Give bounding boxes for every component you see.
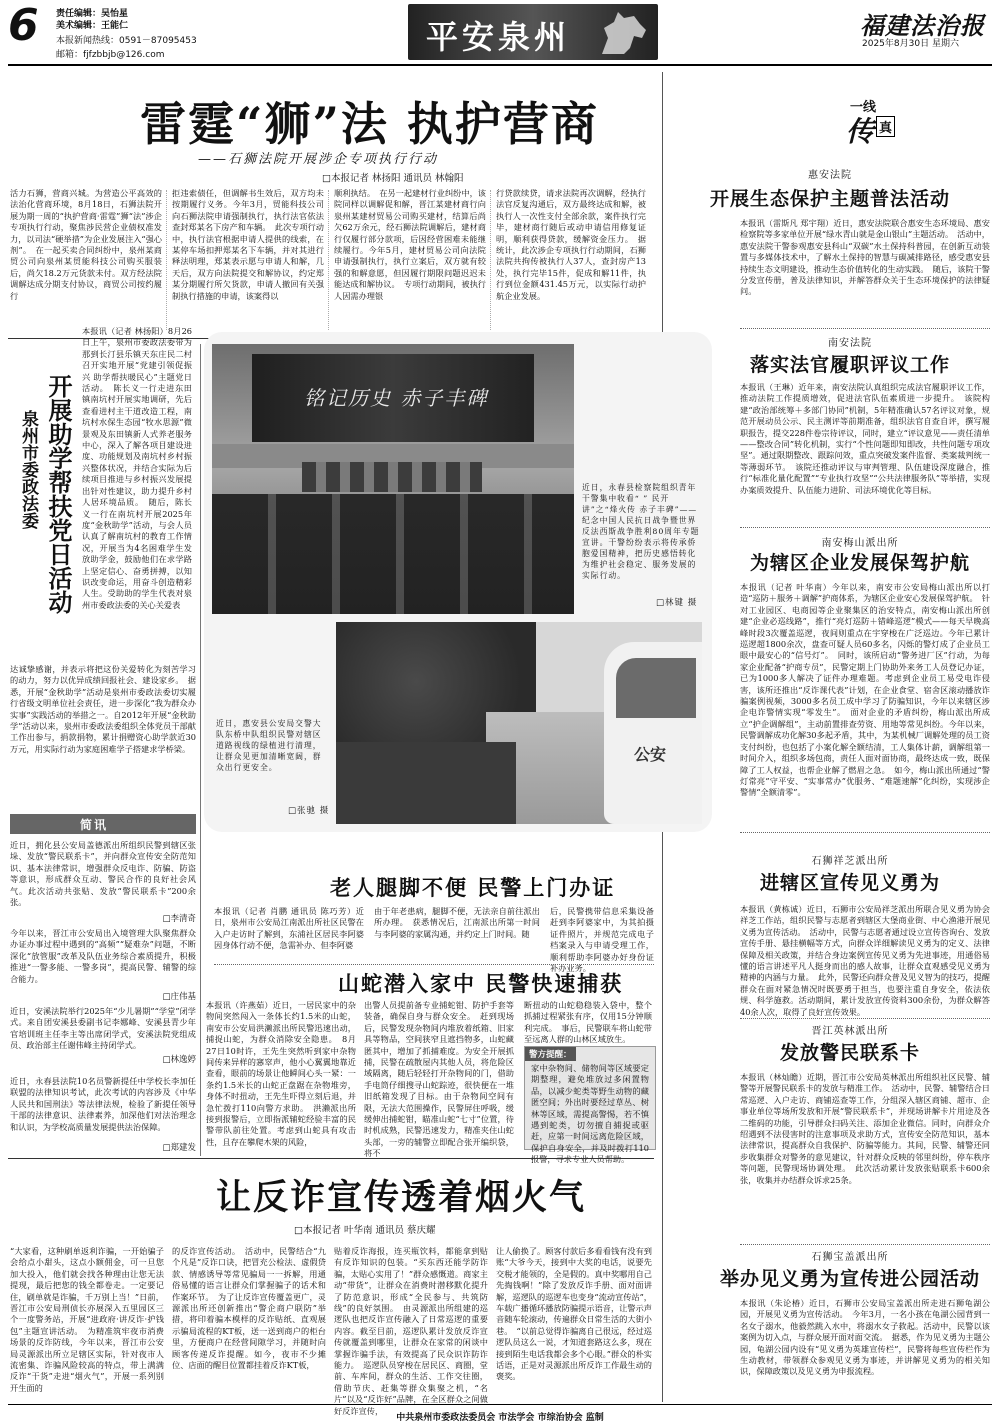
brief-credit: □郑建发 — [162, 1143, 196, 1153]
police-car-text: 公安 — [634, 745, 667, 764]
art-editor-credit: 美术编辑：王能仁 — [56, 21, 129, 31]
brief-item: 近日，安溪法院举行2025年“少儿暑期”“学堂”闭学式。来自团安溪县委副书记李娜峰、安溪县青少年官培训班主任李主等出席闭学式，安溪法院党组成员、政治部主任谢伟峰主持闭学式。 — [10, 1006, 196, 1051]
photo1-caption: 近日，永春县检察院组织青年干警集中收看“ ” 民开讲”之“烽火传 赤子丰碑”——纪念中国人民抗日战争暨世界反法西斯战争胜利80周年专题宣讲。干警纷纷表示将传承侨胞爱国精神，把历史感悟转化为维护社会稳定、服务发展的实际行动。 — [582, 483, 700, 580]
rail-rule — [740, 527, 990, 528]
lead-col-1: 活力石狮，营商兴城。为营造公平高效的法治化营商环境，8月18日，石狮法院开展为期一周的“执护营商·雷霆”狮“法”涉企专项执行行动，聚焦涉民营企业债权准发力，以司法“硬举措”为企业发展注入“强心剂”。 在一起买卖合同纠纷中，泉州某商贸公司向泉州某贸能科技公司购买服装后，尚欠18.2万元货款未付。双方经法院调解达成分期支付协议，商贸公司按约履行 — [10, 188, 162, 301]
section-banner-title: 平安泉州 — [426, 18, 571, 56]
section-banner — [408, 4, 658, 60]
elder-col-2: 由于年老患病，腿脚不便，无法亲自前往派出所办理。 获悉情况后，江南派出所第一时间与李阿婆的家属沟通，并约定上门时间。随 — [374, 906, 540, 939]
snake-col-2: 出警人员提前备专业捕蛇钳、防护手套等装备，确保自身与群众安全。 赶到现场后，民警发现杂物间内堆放着纸箱、旧家具等物品，空间狭窄且遮挡物多，山蛇藏匿其中，增加了抓捕难度。为安全开展抓捕，民警在疏散屋内其他人员，将危险区域隔离，随后轻轻打开杂物间的门，借助手电筒仔细搜寻山蛇踪迹，很快便在一堆旧纸箱发现了目标。由于杂物间空间有限，无法大范围操作，民警屏住呼吸，缓缓伸出捕蛇钳，瞄准山蛇“七寸”位置，待时机成熟，民警迅速发力，精准夹住山蛇头部，一旁的辅警立即配合张开编织袋，将不 — [364, 1000, 514, 1159]
audience-silhouettes — [302, 462, 482, 492]
feature-body-narrow: 本报讯（记者 林扬阳）8月26日上午，泉州市委政法委带为那到长汀县乐镇天东庄民二村召开实地开展“党建引领促振兴 助学帮扶暖民心”主题党日活动。 陈长义一行走进东田镇南坑村开展实地调研，先后查看进村主干道改造工程，南坑村水保生态园“牧水思源”微景观及东田镇新人式养老服务中心，深入了解各项目建设进度、功能规划及南坑村乡村振兴整体状况，并结合实际为后续项目推进与乡村振兴发展提出针对性建议，助力提升乡村人居环境品质。 随后，陈长义一行在南坑村开展2025年度“金秋助学”活动，与会人员认真了解南坑村的教育工作情况，开展当为4名困难学生发放助学金，鼓励他们在求学路上坚定信心、奋勇拼搏，以知识改变命运，用奋斗创造精彩人生。受助助的学生代表对泉州市委政法委的关心关爱表 — [82, 326, 192, 610]
screen-banner-text: 铭记历史 赤子丰碑 — [304, 386, 489, 410]
photo2-credit: □张驰 摄 — [288, 806, 330, 816]
rail-org: 南安法院 — [828, 338, 872, 349]
lead-byline: □本报记者 林扬阳 通讯员 林翰阳 — [322, 173, 464, 184]
police-car — [604, 642, 702, 824]
rail-body: 本报讯（雷斯凡 郑宇翔）近日，惠安法院联合惠安生态环境局、惠安检察院等多家单位开展“绿水青山就是金山银山”主题活动。 活动中，惠安法院干警参观惠安县科山“双碳”水土保持科普园，在创新互动装置与多媒体技术中，了解水土保持的智慧与碳减排路径，感受惠安县持续生态文明建设，推动生态价值转化的生动实践。 随后，该院干警分发宣传册，普及法律知识，并解答群众关于生态环境保护的法律疑问。 — [740, 218, 990, 297]
police-car-window — [616, 658, 696, 718]
stage-screen — [252, 354, 534, 442]
antifraud-byline: □本报记者 叶华南 通讯员 蔡庆耀 — [294, 1225, 436, 1236]
rail-rule — [740, 1244, 990, 1245]
photo1-credit: □林键 摄 — [656, 598, 698, 608]
left-divider — [200, 344, 201, 1156]
rail-badge-char1: 传 — [846, 115, 875, 148]
photo2-caption: 近日，惠安县公安局交警大队东桥中队组织民警对辖区道路视线的绿植进行清理，让群众见更加清晰宽阔，群众出行更安全。 — [216, 719, 322, 772]
paper-name: 福建法治报 — [860, 11, 985, 40]
brief-credit: □林逸婷 — [162, 1055, 196, 1065]
footer-credit: 中共泉州市委政法委员会 市法学会 市综治协会 监制 — [396, 1413, 604, 1423]
meeting-hall-photo — [212, 344, 574, 614]
elder-col-1: 本报讯（记者 肖鹏 通讯员 陈巧芳）近日，泉州市公安局江南派出所社区民警在入户走访时了解到，东浦社区居民李阿婆因身体行动不便，急需补办、但李阿婆 — [214, 906, 364, 951]
rail-rule — [740, 832, 990, 833]
elder-col-3: 后，民警携带信息采集设备赶到李阿婆家中，为其拍摄证件照片，并规范完成电子档案录入与申请受理工作，顺利帮助李阿婆办好身份证补办业务。 — [550, 906, 654, 974]
elder-headline: 老人腿脚不便 民警上门办证 — [330, 875, 616, 900]
lead-headline: 雷霆“狮”法 执护营商 — [140, 97, 599, 151]
hotline: 本报新闻热线：0591－87095453 — [56, 36, 197, 46]
rail-org: 石狮宝盖派出所 — [811, 1252, 889, 1263]
brief-item: 近日，拥化县公安局盖德派出所组织民警到辖区张垛、发放“警民联系卡”，并向群众宣传安全防范知识、基本法律常识，增强群众反电诈、防骗、防盗等意识，形成群众互动、警民合作的良好社会风气。此次活动共张贴、发放“警民联系卡”200余张。 — [10, 840, 196, 908]
antifraud-col-4: 让人偷换了。顾客付款后多看看钱有没有到账“大爷今天，接到中大奖的电话，说要先交税才能领的，全是假的。真中奖哪用自己先掏钱啊！”除了发放反诈手册、面对面讲解，巡逻队的巡逻车也变身“流动宣传站”，车载广播循环播放防骗提示语音，让警示声音随车轮滚动，传遍群众日常生活的大街小巷。 “以前总觉得诈骗离自己很远，经过巡逻队员这么一说，才知道套路这么多，现在接到陌生电话我都会多个心眼。”群众的朴实话语，正是对灵源派出所反诈工作最生动的褒奖。 — [496, 1246, 652, 1382]
rail-org: 惠安法院 — [808, 170, 852, 181]
feature-body-wide: 达诚挚感谢，并表示将把这份关爱转化为刻苦学习的动力，努力以优异成绩回报社会、建设家乡。 据悉，开展“金秋助学”活动是泉州市委政法委切实履行省级文明单位社会责任，进一步深化“我为群众办实事”实践活动的举措之一。自2012年开展“金秋助学”活动以来，泉州市委政法委组织全体党员干部献工作出参与，捐款捐物，累计捐赠资心助学款近30万元，用实际行动为家庭困难学子搭建求学桥梁。 — [10, 664, 196, 754]
antifraud-col-3: 贴着反诈海报，连买瓶饮料，都能拿到贴有反诈知识的包装。“买东西还能学防诈骗，太贴心实用了！”群众感慨道。商家主动“带货”，让群众在消费时潜移默化提升了防范意识，形成“全民参与、共筑防线”的良好氛围。 由灵源派出所组建的巡逻队也把反诈宣传融入了日常巡逻的重要内容。截至目前，巡逻队累计发放反诈宣传就覆盖到哪里，让群众在家常的闲谈中掌握诈骗手法，有效提高了民众识诈防诈能力。 巡逻队员穿梭在居民区、商圈，堂前、车库间，群众的生活、工作交往圈，借助节庆、赶集等群众集聚之机，“名片”以及“反诈好”品牌，在全区群众之间做好反诈宣传， — [334, 1246, 488, 1416]
antifraud-col-1: “大家看，这种刷单返利诈骗，一开始骗子会给点小甜头，这点小额佣金，可一旦您加大投入，他们就会找各种理由让您无法提现，最后把您的钱全都卷走。一定要记住，刷单就是诈骗，千万别上当！”日前，晋江市公安局刑侦长亦展深入五里园区三个一度警务站，开展“进政府·讲反诈·护钱包”主题宣讲活动。 为精准筑牢夜市消费场景的反诈防线，今年以来，晋江市公安局灵源派出所立足辖区实际，针对夜市人流密集、诈骗风险较高的特点，带上满满反诈“干货”走进“烟火气”，开展一系列别开生面的 — [10, 1246, 164, 1393]
rail-body: 本报讯（朱论椿）近日，石狮市公安局宝盖派出所走进石狮龟湖公园，开展见义勇为宣传活动。 今年3月，一名小孩在龟湖公园背到一名女子溺水，他毅然跳入水中，将溺水女子救起。活动中，民警以该案例为切入点，与群众展开面对面交流。 据悉，作为见义勇为主题公园，龟湖公园内设有“见义勇为英雄宣传栏”，民警将每些宣传栏作为生动教材，带领群众参观见义勇为事迹，并讲解见义勇为的相关知识，保障政策以及见义勇为申报流程。 — [740, 1298, 990, 1377]
masthead-rule — [8, 64, 992, 66]
issue-date: 2025年8月30日 星期六 — [862, 39, 959, 49]
tips-label: 警方提醒： — [525, 1047, 576, 1061]
lead-col-4: 行贷款续贷，请求法院再次调解，经执行法官反复沟通后，双方最终达成和解，被执行人一次性支付全部余款，案件执行完毕，建材商行随后或动申请信用修复证明，顺利获得贷款，缓解资金压力。 据统计，此次涉企专项执行行动期间，石狮法院共拘传被执行人37人，查封房产13处，执行完毕15件，促成和解11件，执行到位金额431.45万元，以实际行动护航企业发展。 — [496, 188, 646, 301]
col-rule — [490, 190, 491, 330]
rail-org: 南安梅山派出所 — [821, 538, 899, 549]
shrubs — [336, 742, 516, 824]
lead-col-2: 拒违索债任，但调解书生效后，双方均未按期履行义务。今年3月，贸能科技公司向石狮法院申请强制执行，执行法官依法查封郑某名下房产和车辆。 此次专项行动中，执行法官根据申请人提供的线索，在某停车场扣押郑某名下车辆，并对其进行释法明理，郑某表示愿与申请人和解，几天后，双方向法院提交和解协议，约定郑某分期履行所欠货款，申请人撤回有关强制执行措施的申请，该案得以 — [172, 188, 324, 301]
rail-headline: 举办见义勇为宣传进公园活动 — [720, 1268, 981, 1290]
rail-badge-char2: 真 — [876, 116, 895, 137]
rail-rule — [740, 1018, 990, 1019]
rail-headline: 进辖区宣传见义勇为 — [759, 872, 940, 894]
col-rule — [166, 190, 167, 330]
brief-credit: □庄伟基 — [162, 992, 196, 1002]
mid-rule — [8, 1158, 654, 1159]
rail-rule — [740, 328, 990, 329]
antifraud-col-2: 的反诈宣传活动。 活动中，民警结合“九个凡是”反诈口诀，把冒充公检法、虚假贷款、情感诱导等常见骗局一一拆解，用通俗易懂的语言让群众们掌握骗子的话术和作案环节。 为了让反诈宣传覆盖更广，灵源派出所还创新推出“警企商户联防”举措，将印着骗本模样的反诈贴纸、直观展示骗局流程的KT板，送一送到商户的柜台里，方便商户在经营间隙学习，并随时向顾客传递反诈提醒。如今，夜市不少摊位、店面的醒目位置都挂着反诈KT板， — [172, 1246, 326, 1371]
rail-org: 石狮祥芝派出所 — [811, 856, 889, 867]
brief-item: 近日，永春县法院10名员警新提任中学校长李加任联盟的法律知识考试，此次考试的内容涉及《中华人民共和国刑法》等法律法规，检验了新提任领导干部的法律意识、法律素养，加深他们对法治理念和认识，为学校高质量发展提供法治保障。 — [10, 1076, 196, 1132]
rail-headline: 开展生态保护主题普法活动 — [709, 188, 950, 210]
email: 邮箱：fjfzbbjb@126.com — [56, 50, 165, 60]
rail-headline: 发放警民联系卡 — [779, 1042, 920, 1064]
lead-col-3: 顺利执结。 在另一起建材行业纠纷中，该院同样以调解促和解，晋江某建材商行向泉州某建材贸易公司购买建材，结算后尚欠62万余元，经石狮法院调解后，建材商行仅履行部分款项，后因经营困难未能继续履行。今年5月，建材贸易公司向法院申请强制执行，执行立案后，双方就有较强的和解意愿，但因履行期限问题迟迟未能达成和解协议。 专项行动期间，被执行人因需办理银 — [334, 188, 486, 301]
briefs-header — [10, 814, 196, 834]
page-number: 6 — [8, 0, 39, 51]
col-rule — [328, 190, 329, 330]
snake-col-1: 本报讯（许燕茹）近日，一居民家中的杂物间突然闯入一条体长约1.5米的山蛇，南安市公安局洪濑派出所民警迅速出动，捕捉山蛇，为群众消除安全隐患。 8月27日10时许，王先生突然听到家中杂物间传来异样的窸窣声，他小心翼翼地靠近查看，眼前的场景让他瞬间心头一紧：一条约1.5米长的山蛇正盘踞在杂物堆旁，身体不时扭动，王先生吓得立刻后退，并急忙拨打110向警方求助。 洪濑派出所接到报警后，立即指派辅蛇经验丰富的民警带队前往处置。考虑到山蛇具有攻击性，且存在攀爬木架的风险， — [206, 1000, 356, 1147]
snake-headline: 山蛇潜入家中 民警快速捕获 — [338, 971, 624, 996]
rail-badge-top: 一线 — [850, 100, 877, 115]
elder-rule — [214, 964, 654, 965]
brief-item: 今年以来，晋江市公安局出入境管理大队聚焦群众办证办事过程中遇到的“高频”“疑难杂”问题，不断深化“放管服”改革及队伍业务综合素质提升，积极推进“一警多能、一警多岗”，提高民警、辅警的综合能力。 — [10, 928, 196, 984]
horse-statue-icon — [594, 8, 654, 58]
feature-subtitle: 泉州市委政法委 — [18, 410, 38, 529]
rail-headline: 落实法官履职评议工作 — [749, 354, 950, 376]
rail-body: 本报讯（黄栋诚）近日，石狮市公安局祥芝派出所联合见义勇为协会祥芝工作站，组织民警与志愿者到辖区大堡商业街、中心渔港开展见义勇为宣传活动。 活动中，民警与志愿者通过设立宣传咨询台、发放宣传手册、悬挂横幅等方式，向群众详细解读见义勇为的定义、法律保障及相关政策，并结合身边案例宣传见义勇为先进事迹，用通俗易懂的语言讲述平凡人挺身而出的感人故事，让群众直观感受见义勇为精神的内涵与力量。 此外，民警还向群众普及见义智为的技巧，提醒群众在面对紧急情况时既要勇于担当，也要注重自身安全，依法依规、科学施救。活动期间，累计发放宣传资料300余份，为群众解答40余人次，取得了良好宣传效果。 — [740, 904, 990, 1017]
rail-body: 本报讯（记者 叶华南）今年以来，南安市公安局梅山派出所以打造“巡防＋服务＋调解”护商体系，为辖区企业安心发展保驾护航。 针对工业园区、电商园等企业聚集区的治安特点，南安梅山派出所创建“企业必巡线路”，推行“亮灯巡防＋错峰巡逻”模式——每天早晚高峰时段3次覆盖巡逻，夜间则重点在宇穿梭在广泛巡边。今年已累计巡逻超1800余次，盘查可疑人员60多名，闪烁的警灯成了企业员工眼中最安心的“信号灯”。 同时，该所启动“警务进厂区”行动，为每家企业配备“护商专员”，民警定期上门协助外来务工人员登记办证，已为1000多人解决了证件办理难题。考虑到企业员工易受电诈侵害，该所还推出“反诈课代表”计划，在企业食堂、宿舍区滚动播放诈骗案例视频，3000多名员工成中学习了防骗知识，今年以来辖区涉企电诈警情实现“零发生”。 面对企业的矛盾纠纷，梅山派出所成立“护企调解组”，主动前置排查劳资、用地等常见纠纷。今年以来，民警调解成功化解30多起矛盾，其中，为某机械厂调解处理的员工资支付纠纷，也包括了小案化解全额结清，工人集体计薪，调解组第一时间介入，组织多场包商，责任人面对面协商，最终达成一致，既保障了工人权益，也帮企业解了燃眉之急。 如今，梅山派出所通过“警灯常亮”守平安、“实事常办”优服务、“难题速解”化纠纷，实现涉企警情“全额清零”。 — [740, 582, 990, 798]
editor-credit: 责任编辑：吴怡星 — [56, 9, 129, 19]
snake-col-3: 断扭动的山蛇稳稳装入袋中，整个抓捕过程紧张有序，仅用15分钟顺利完成。 事后，民警联车将山蛇带至远离人群的山林区域放生。 — [524, 1000, 652, 1045]
police-tips-box — [524, 1046, 656, 1165]
brief-credit: □李清奇 — [162, 914, 196, 924]
rail-badge — [836, 96, 906, 150]
lead-subtitle: ——石狮法院开展涉企专项执行行动 — [198, 152, 439, 167]
rail-body: 本报讯（王琳）近年来，南安法院认真组织完成法官履职评议工作，推动法院工作提质增效，促进法官队伍素质进一步提升。 该院构建“政治部统筹＋多部门协同”机制，5年精准确认57名评议对象，规范开展动员公示、民主测评等前期准备，组织法官自查自评，撰写履职报告，提交228件卷宗待评议，同时，建立“评议意见——责任清单——整改合同”转化机制，实行“个性问题即知即改，共性问题专项攻坚”。通过限期整改、跟踪问效，重点突破发案件监督、类案裁判统一等薄弱环节。 该院还推动评议与审判管理、队伍建设深度融合，推行“标准化量化配置”“专业执行攻坚”“公共法律服务队”等举措，实现办案质效提升、队伍能力进阶、司法环境优化等目标。 — [740, 382, 990, 495]
roadside-greenery-photo — [336, 622, 702, 824]
feature-title: 开展助学帮扶党日活动 — [44, 374, 73, 614]
antifraud-headline: 让反诈宣传透着烟火气 — [216, 1177, 587, 1218]
tips-body: 家中杂物间、储物间等区域要定期整理，避免堆放过多闲置物品，以减少蛇类等野生动物的藏匿空间；外出时要经过草丛、树林等区域，需提高警惕，若不慎遇到蛇类，切勿擅自捕捉或驱赶，应第一时间远离危险区域，保护自身安全，并及时拨打110报警，寻求专业人员帮助。 — [531, 1063, 649, 1165]
rail-headline: 为辖区企业发展保驾护航 — [749, 552, 970, 574]
rail-body: 本报讯（林灿瞻）近期，晋江市公安局英林派出所组织社区民警、辅警等开展警民联系卡的发放与精准工作。 活动中，民警、辅警结合日常巡逻、入户走访、商铺巡查等工作，分组深入辖区商铺、超市、企事业单位等场所发放和开展“警民联系卡”，并现场讲解卡片用途及各二维码的功能，引导群众扫码关注、添加企业微信。同时，向群众介绍遇到不法侵害时的注意事项及求助方式，宣传安全防范知识，基本法律常识，提高群众自我保护、防骗等能力。其间，民警、辅警还同步收集群众对警务的意见建议，针对群众反映的邻里纠纷，停车秩序等问题，民警现场协调处理。 此次活动累计发放张贴联系卡600余张，收集并办结群众诉求25条。 — [740, 1072, 990, 1185]
briefs-title: 简讯 — [80, 818, 109, 832]
seat-rows — [212, 494, 574, 614]
rail-org: 晋江英林派出所 — [811, 1026, 889, 1037]
footer-rule — [8, 1404, 992, 1405]
